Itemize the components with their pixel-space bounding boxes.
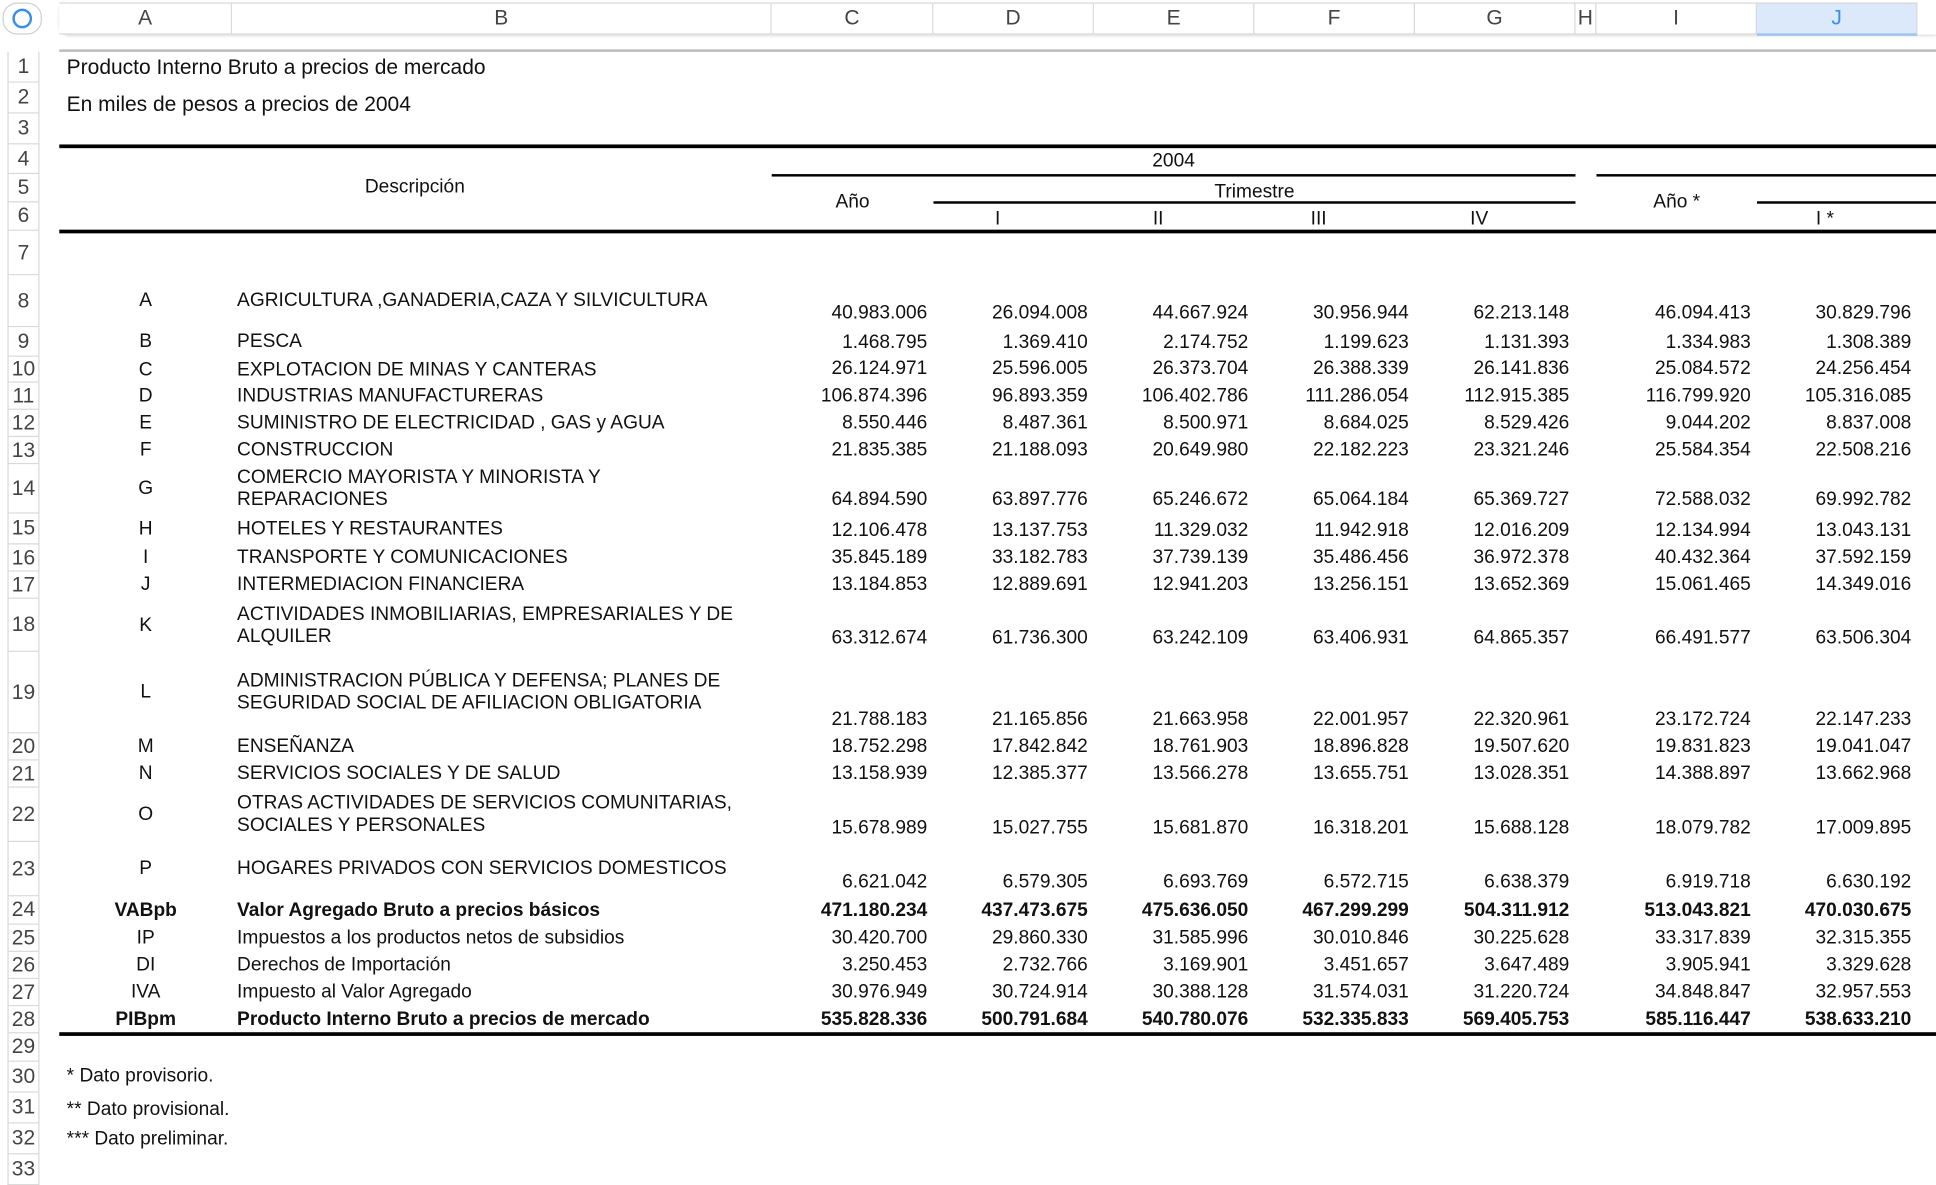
row-header-20[interactable]: 20: [7, 733, 39, 760]
value-cell[interactable]: 18.896.828: [1313, 735, 1409, 757]
value-cell[interactable]: 30.225.628: [1473, 927, 1570, 949]
value-cell[interactable]: 64.894.590: [831, 488, 928, 510]
value-cell[interactable]: 6.919.718: [1665, 871, 1751, 893]
value-cell[interactable]: 37.592.159: [1815, 546, 1912, 568]
row-header-13[interactable]: 13: [7, 437, 39, 464]
value-cell[interactable]: 13.184.853: [831, 574, 928, 596]
value-cell[interactable]: 26.373.704: [1152, 358, 1249, 380]
value-cell[interactable]: 32.957.553: [1815, 981, 1912, 1003]
value-cell[interactable]: 470.030.675: [1804, 900, 1912, 922]
value-cell[interactable]: 30.956.944: [1313, 302, 1409, 324]
value-cell[interactable]: 19.831.823: [1655, 735, 1751, 757]
row-code[interactable]: F: [139, 439, 152, 461]
value-cell[interactable]: 17.842.842: [991, 735, 1088, 757]
row-header-29[interactable]: 29: [7, 1033, 39, 1061]
row-header-14[interactable]: 14: [7, 464, 39, 513]
value-cell[interactable]: 12.134.994: [1655, 519, 1751, 541]
footnote[interactable]: ** Dato provisional.: [66, 1098, 230, 1120]
header-year[interactable]: 2004: [1152, 150, 1195, 172]
row-header-18[interactable]: 18: [7, 599, 39, 652]
value-cell[interactable]: 11.942.918: [1314, 519, 1409, 541]
row-header-15[interactable]: 15: [7, 514, 39, 545]
row-code[interactable]: IVA: [130, 981, 161, 1003]
value-cell[interactable]: 30.976.949: [831, 981, 928, 1003]
row-description[interactable]: Derechos de Importación: [237, 954, 451, 976]
value-cell[interactable]: 1.131.393: [1484, 332, 1570, 354]
value-cell[interactable]: 15.061.465: [1655, 574, 1751, 596]
value-cell[interactable]: 23.321.246: [1473, 439, 1570, 461]
value-cell[interactable]: 504.311.912: [1463, 900, 1570, 922]
row-code[interactable]: VABpb: [114, 899, 177, 921]
value-cell[interactable]: 17.009.895: [1815, 817, 1912, 839]
value-cell[interactable]: 32.315.355: [1815, 927, 1912, 949]
value-cell[interactable]: 36.972.378: [1473, 546, 1570, 568]
row-code[interactable]: E: [139, 412, 153, 434]
row-code[interactable]: I: [143, 546, 149, 568]
row-code[interactable]: B: [139, 330, 153, 352]
row-description[interactable]: CONSTRUCCION: [237, 439, 394, 461]
value-cell[interactable]: 44.667.924: [1152, 302, 1249, 324]
value-cell[interactable]: 33.317.839: [1655, 927, 1751, 949]
value-cell[interactable]: 538.633.210: [1804, 1008, 1912, 1030]
row-code[interactable]: M: [137, 735, 154, 757]
row-code[interactable]: C: [138, 358, 153, 380]
value-cell[interactable]: 12.385.377: [991, 763, 1088, 785]
value-cell[interactable]: 12.889.691: [991, 574, 1088, 596]
value-cell[interactable]: 26.141.836: [1473, 358, 1570, 380]
row-description[interactable]: HOTELES Y RESTAURANTES: [237, 517, 503, 539]
row-header-21[interactable]: 21: [7, 761, 39, 788]
value-cell[interactable]: 3.329.628: [1826, 954, 1912, 976]
value-cell[interactable]: 2.174.752: [1163, 332, 1249, 354]
value-cell[interactable]: 12.941.203: [1152, 574, 1249, 596]
value-cell[interactable]: 31.220.724: [1473, 981, 1570, 1003]
value-cell[interactable]: 13.655.751: [1313, 763, 1409, 785]
row-header-27[interactable]: 27: [7, 979, 39, 1006]
value-cell[interactable]: 21.835.385: [831, 439, 928, 461]
value-cell[interactable]: 8.487.361: [1002, 412, 1088, 434]
row-header-24[interactable]: 24: [7, 896, 39, 924]
value-cell[interactable]: 19.041.047: [1815, 735, 1912, 757]
value-cell[interactable]: 15.678.989: [831, 817, 928, 839]
value-cell[interactable]: 3.250.453: [842, 954, 928, 976]
row-description[interactable]: TRANSPORTE Y COMUNICACIONES: [237, 546, 568, 568]
row-code[interactable]: K: [139, 614, 153, 636]
value-cell[interactable]: 6.579.305: [1002, 871, 1088, 893]
row-header-25[interactable]: 25: [7, 925, 39, 952]
column-header-j[interactable]: J: [1757, 2, 1918, 35]
value-cell[interactable]: 106.402.786: [1141, 385, 1249, 407]
row-header-11[interactable]: 11: [7, 383, 39, 410]
value-cell[interactable]: 66.491.577: [1655, 627, 1751, 649]
column-header-g[interactable]: G: [1415, 2, 1576, 34]
row-header-17[interactable]: 17: [7, 572, 39, 599]
header-q4[interactable]: IV: [1470, 208, 1489, 230]
value-cell[interactable]: 29.860.330: [991, 927, 1088, 949]
value-cell[interactable]: 16.318.201: [1313, 817, 1409, 839]
value-cell[interactable]: 35.486.456: [1313, 546, 1409, 568]
row-description[interactable]: EXPLOTACION DE MINAS Y CANTERAS: [237, 358, 597, 380]
column-header-h[interactable]: H: [1575, 2, 1596, 34]
value-cell[interactable]: 65.369.727: [1473, 488, 1570, 510]
row-code[interactable]: D: [138, 385, 153, 407]
row-description[interactable]: INTERMEDIACION FINANCIERA: [237, 574, 525, 596]
value-cell[interactable]: 63.897.776: [991, 488, 1088, 510]
header-descripcion[interactable]: Descripción: [364, 176, 465, 198]
value-cell[interactable]: 63.506.304: [1815, 627, 1912, 649]
row-description[interactable]: ENSEÑANZA: [237, 735, 355, 757]
value-cell[interactable]: 15.688.128: [1473, 817, 1570, 839]
value-cell[interactable]: 3.451.657: [1323, 954, 1409, 976]
row-description[interactable]: HOGARES PRIVADOS CON SERVICIOS DOMESTICOS: [237, 858, 727, 880]
column-header-b[interactable]: B: [232, 2, 772, 34]
value-cell[interactable]: 22.147.233: [1815, 708, 1912, 730]
table-top-rule: [59, 144, 1936, 148]
column-header-a[interactable]: A: [59, 2, 232, 34]
value-cell[interactable]: 6.621.042: [842, 871, 928, 893]
value-cell[interactable]: 535.828.336: [820, 1008, 928, 1030]
value-cell[interactable]: 22.508.216: [1815, 439, 1912, 461]
value-cell[interactable]: 35.845.189: [831, 546, 928, 568]
value-cell[interactable]: 24.256.454: [1815, 358, 1912, 380]
value-cell[interactable]: 11.329.032: [1153, 519, 1249, 541]
year-rule: [772, 174, 1576, 176]
row-header-30[interactable]: 30: [7, 1062, 39, 1093]
value-cell[interactable]: 6.630.192: [1826, 871, 1912, 893]
value-cell[interactable]: 65.064.184: [1313, 488, 1409, 510]
row-header-33[interactable]: 33: [7, 1154, 39, 1185]
value-cell[interactable]: 8.837.008: [1826, 412, 1912, 434]
value-cell[interactable]: 22.001.957: [1313, 708, 1409, 730]
value-cell[interactable]: 6.693.769: [1163, 871, 1249, 893]
value-cell[interactable]: 532.335.833: [1302, 1008, 1409, 1030]
row-header-10[interactable]: 10: [7, 357, 39, 383]
value-cell[interactable]: 20.649.980: [1152, 439, 1249, 461]
value-cell[interactable]: 111.286.054: [1305, 385, 1409, 407]
value-cell[interactable]: 30.420.700: [831, 927, 928, 949]
value-cell[interactable]: 106.874.396: [820, 385, 928, 407]
value-cell[interactable]: 13.043.131: [1815, 519, 1912, 541]
row-description[interactable]: AGRICULTURA ,GANADERIA,CAZA Y SILVICULTURA: [237, 290, 708, 312]
header-trimestre[interactable]: Trimestre: [1214, 181, 1295, 203]
value-cell[interactable]: 40.432.364: [1655, 546, 1751, 568]
row-header-23[interactable]: 23: [7, 842, 39, 896]
value-cell[interactable]: 13.028.351: [1473, 763, 1570, 785]
row-header-19[interactable]: 19: [7, 652, 39, 733]
value-cell[interactable]: 30.829.796: [1815, 302, 1912, 324]
row-header-8[interactable]: 8: [7, 275, 39, 327]
value-cell[interactable]: 1.199.623: [1323, 332, 1409, 354]
row-description[interactable]: PESCA: [237, 330, 302, 352]
row-header-22[interactable]: 22: [7, 788, 39, 842]
column-header-d[interactable]: D: [933, 2, 1094, 34]
row-header-1[interactable]: 1: [7, 52, 39, 83]
value-cell[interactable]: 26.388.339: [1313, 358, 1409, 380]
value-cell[interactable]: 33.182.783: [991, 546, 1088, 568]
row-header-9[interactable]: 9: [7, 327, 39, 357]
value-cell[interactable]: 23.172.724: [1655, 708, 1751, 730]
row-header-3[interactable]: 3: [7, 114, 39, 145]
value-cell[interactable]: 26.124.971: [831, 358, 928, 380]
column-header-c[interactable]: C: [772, 2, 934, 34]
value-cell[interactable]: 12.016.209: [1473, 519, 1570, 541]
row-header-2[interactable]: 2: [7, 83, 39, 114]
value-cell[interactable]: 96.893.359: [991, 385, 1088, 407]
row-description[interactable]: COMERCIO MAYORISTA Y MINORISTA Y REPARACIONES: [237, 466, 601, 510]
row-code[interactable]: P: [139, 858, 153, 880]
row-description[interactable]: SUMINISTRO DE ELECTRICIDAD , GAS y AGUA: [237, 412, 665, 434]
circle-icon: [12, 9, 32, 29]
value-cell[interactable]: 513.043.821: [1644, 900, 1751, 922]
value-cell[interactable]: 500.791.684: [981, 1008, 1088, 1030]
select-all-button[interactable]: [2, 2, 42, 34]
value-cell[interactable]: 64.865.357: [1473, 627, 1570, 649]
value-cell[interactable]: 1.308.389: [1826, 332, 1912, 354]
row-code[interactable]: DI: [136, 954, 156, 976]
header-bottom-rule: [59, 230, 1936, 234]
header-ano-next[interactable]: Año *: [1653, 191, 1701, 213]
value-cell[interactable]: 8.500.971: [1163, 412, 1249, 434]
year-next-rule: [1596, 174, 1936, 176]
row-code[interactable]: L: [140, 681, 152, 703]
value-cell[interactable]: 63.406.931: [1313, 627, 1409, 649]
value-cell[interactable]: 9.044.202: [1665, 412, 1751, 434]
footnote[interactable]: *** Dato preliminar.: [66, 1128, 229, 1150]
value-cell[interactable]: 13.158.939: [831, 763, 928, 785]
value-cell[interactable]: 72.588.032: [1655, 488, 1751, 510]
row-description[interactable]: Producto Interno Bruto a precios de mercado: [237, 1008, 650, 1030]
value-cell[interactable]: 22.320.961: [1473, 708, 1570, 730]
column-header-f[interactable]: F: [1254, 2, 1415, 34]
value-cell[interactable]: 13.652.369: [1473, 574, 1570, 596]
value-cell[interactable]: 19.507.620: [1473, 735, 1570, 757]
value-cell[interactable]: 31.585.996: [1152, 927, 1249, 949]
value-cell[interactable]: 61.736.300: [991, 627, 1088, 649]
value-cell[interactable]: 8.550.446: [842, 412, 928, 434]
value-cell[interactable]: 12.106.478: [831, 519, 928, 541]
value-cell[interactable]: 467.299.299: [1302, 900, 1409, 922]
value-cell[interactable]: 21.165.856: [991, 708, 1088, 730]
value-cell[interactable]: 8.529.426: [1484, 412, 1570, 434]
footnote[interactable]: * Dato provisorio.: [66, 1065, 214, 1087]
row-description[interactable]: Impuesto al Valor Agregado: [237, 981, 472, 1003]
row-code[interactable]: G: [138, 477, 154, 499]
trimestre-rule: [933, 201, 1575, 203]
row-description[interactable]: OTRAS ACTIVIDADES DE SERVICIOS COMUNITARIAS, SOCIALES Y PERSONALES: [237, 792, 732, 836]
row-code[interactable]: A: [139, 290, 153, 312]
value-cell[interactable]: 63.312.674: [831, 627, 928, 649]
value-cell[interactable]: 40.983.006: [831, 302, 928, 324]
row-header-5[interactable]: 5: [7, 174, 39, 202]
value-cell[interactable]: 569.405.753: [1462, 1008, 1570, 1030]
value-cell[interactable]: 25.084.572: [1655, 358, 1751, 380]
row-header-4[interactable]: 4: [7, 144, 39, 174]
sheet-title[interactable]: Producto Interno Bruto a precios de mercado: [66, 55, 486, 80]
header-q2[interactable]: II: [1152, 208, 1164, 230]
row-header-16[interactable]: 16: [7, 545, 39, 572]
value-cell[interactable]: 3.647.489: [1484, 954, 1570, 976]
value-cell[interactable]: 471.180.234: [820, 900, 928, 922]
value-cell[interactable]: 540.780.076: [1141, 1008, 1249, 1030]
sheet-top-border: [59, 49, 1936, 51]
value-cell[interactable]: 13.137.753: [991, 519, 1088, 541]
row-code[interactable]: N: [138, 763, 153, 785]
value-cell[interactable]: 30.010.846: [1313, 927, 1409, 949]
value-cell[interactable]: 585.116.447: [1645, 1008, 1751, 1030]
value-cell[interactable]: 3.169.901: [1163, 954, 1249, 976]
value-cell[interactable]: 475.636.050: [1141, 900, 1249, 922]
row-code[interactable]: PIBpm: [115, 1008, 177, 1030]
row-header-7[interactable]: 7: [7, 231, 39, 275]
row-code[interactable]: IP: [136, 927, 155, 949]
value-cell[interactable]: 1.468.795: [842, 332, 928, 354]
value-cell[interactable]: 437.473.675: [981, 900, 1088, 922]
value-cell[interactable]: 30.724.914: [991, 981, 1088, 1003]
value-cell[interactable]: 116.799.920: [1645, 385, 1751, 407]
value-cell[interactable]: 6.638.379: [1484, 871, 1570, 893]
value-cell[interactable]: 46.094.413: [1655, 302, 1751, 324]
value-cell[interactable]: 25.596.005: [991, 358, 1088, 380]
column-header-i[interactable]: I: [1596, 2, 1757, 34]
value-cell[interactable]: 22.182.223: [1313, 439, 1409, 461]
value-cell[interactable]: 21.788.183: [831, 708, 928, 730]
value-cell[interactable]: 1.369.410: [1002, 332, 1088, 354]
header-q1[interactable]: I: [994, 208, 1001, 230]
header-ano[interactable]: Año: [835, 191, 870, 213]
row-code[interactable]: H: [138, 517, 153, 539]
row-description[interactable]: Impuestos a los productos netos de subsidios: [237, 927, 625, 949]
value-cell[interactable]: 112.915.385: [1464, 385, 1570, 407]
value-cell[interactable]: 2.732.766: [1002, 954, 1088, 976]
value-cell[interactable]: 37.739.139: [1152, 546, 1249, 568]
row-description[interactable]: INDUSTRIAS MANUFACTURERAS: [237, 385, 544, 407]
row-code[interactable]: J: [140, 574, 151, 596]
row-header-26[interactable]: 26: [7, 952, 39, 979]
row-code[interactable]: O: [138, 803, 154, 825]
value-cell[interactable]: 1.334.983: [1665, 332, 1751, 354]
value-cell[interactable]: 69.992.782: [1815, 488, 1912, 510]
row-header-31[interactable]: 31: [7, 1093, 39, 1124]
header-q1-next[interactable]: I *: [1815, 208, 1834, 230]
value-cell[interactable]: 26.094.008: [991, 302, 1088, 324]
value-cell[interactable]: 6.572.715: [1323, 871, 1409, 893]
row-header-12[interactable]: 12: [7, 410, 39, 437]
value-cell[interactable]: 62.213.148: [1473, 302, 1570, 324]
value-cell[interactable]: 18.079.782: [1655, 817, 1751, 839]
sheet-subtitle[interactable]: En miles de pesos a precios de 2004: [66, 92, 411, 117]
value-cell[interactable]: 30.388.128: [1152, 981, 1249, 1003]
trimestre-next-rule: [1757, 201, 1936, 203]
row-header-28[interactable]: 28: [7, 1006, 39, 1033]
row-description[interactable]: SERVICIOS SOCIALES Y DE SALUD: [237, 763, 561, 785]
value-cell[interactable]: 25.584.354: [1655, 439, 1751, 461]
value-cell[interactable]: 13.566.278: [1152, 763, 1249, 785]
value-cell[interactable]: 18.752.298: [831, 735, 928, 757]
column-header-e[interactable]: E: [1094, 2, 1255, 34]
value-cell[interactable]: 13.662.968: [1815, 763, 1912, 785]
value-cell[interactable]: 105.316.085: [1804, 385, 1912, 407]
row-header-32[interactable]: 32: [7, 1124, 39, 1155]
row-description[interactable]: ACTIVIDADES INMOBILIARIAS, EMPRESARIALES Y DE ALQUILER: [237, 603, 734, 647]
value-cell[interactable]: 21.188.093: [991, 439, 1088, 461]
value-cell[interactable]: 15.027.755: [991, 817, 1088, 839]
value-cell[interactable]: 14.388.897: [1655, 763, 1751, 785]
row-description[interactable]: Valor Agregado Bruto a precios básicos: [237, 899, 601, 921]
row-header-6[interactable]: 6: [7, 202, 39, 230]
value-cell[interactable]: 31.574.031: [1313, 981, 1409, 1003]
value-cell[interactable]: 18.761.903: [1152, 735, 1249, 757]
value-cell[interactable]: 21.663.958: [1152, 708, 1249, 730]
value-cell[interactable]: 15.681.870: [1152, 817, 1249, 839]
value-cell[interactable]: 13.256.151: [1313, 574, 1409, 596]
value-cell[interactable]: 8.684.025: [1323, 412, 1409, 434]
value-cell[interactable]: 65.246.672: [1152, 488, 1249, 510]
value-cell[interactable]: 63.242.109: [1152, 627, 1249, 649]
value-cell[interactable]: 34.848.847: [1655, 981, 1751, 1003]
value-cell[interactable]: 14.349.016: [1815, 574, 1912, 596]
header-q3[interactable]: III: [1310, 208, 1327, 230]
value-cell[interactable]: 3.905.941: [1665, 954, 1751, 976]
row-description[interactable]: ADMINISTRACION PÚBLICA Y DEFENSA; PLANES DE SEGURIDAD SOCIAL DE AFILIACION OBLIGATORIA: [237, 670, 721, 714]
